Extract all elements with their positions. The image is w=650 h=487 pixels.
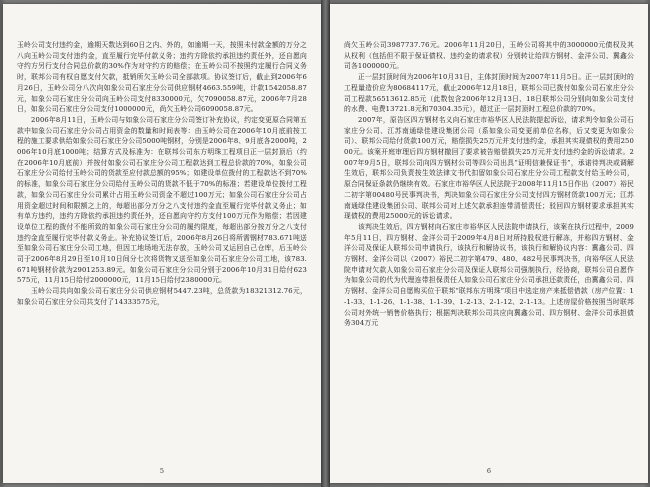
right-page (330, 4, 648, 483)
book-gutter (321, 0, 330, 487)
right-paragraph-1: 尚欠玉岭公司3987737.76元。2006年11月20日，玉岭公司将其中的3000000元债权及其从权利（包括但不限于保证债权、违约金的请求权）分别转让给四方钢材、金洋公司、冀鑫公司各1000000元。 (344, 41, 634, 71)
right-page-number: 6 (486, 467, 492, 475)
left-page-text (17, 40, 307, 308)
left-page (3, 4, 321, 483)
right-page-text (344, 40, 634, 329)
left-paragraph-3: 玉岭公司共向如象公司石家庄分公司供应钢材5447.23吨，总货款为18321312.76元，如象公司石家庄分公司共支付了14333575元， (17, 287, 307, 306)
left-paragraph-2: 2006年8月11日，玉岭公司与如象公司石家庄分公司签订补充协议，约定变更原合同第五款中如象公司石家庄分公司占用资金的数量和时间表等：由玉岭公司在2006年10月底前按工程的施工要求供给如象公司石家庄分公司5000吨钢材，分别是2006年8、9月底各2000吨，2006年10月底1000吨；结算方式及标准为：在联邦公司东方明珠工程项目正一层封顶后（约在2006年10月底前）并按付如象公司石家庄分公司工程款达到工程总价款的70%，如象公司石家庄分公司给付玉岭公司的货款至应付款总额的95%；如建设单位拨付的工程款达不到70%的标准，如象公司石家庄分公司给付玉岭公司的货款不低于70%的标准；若建设单位拨付工程款，如象公司石家庄分公司累计占用玉岭公司资金不超过100万元；如象公司石家庄分公司占用资金超过时间和限额之上的，每超出部分万分之八支付违约金直至履行完毕付款义务止；如有单方违约，违约方除依约承担违约责任外，还自愿向守约方支付100万元作为赔偿；若因建设单位工程的拨付不能所致的如象公司石家庄分公司的履约限度，每超出部分按万分之八支付违约金直至履行完毕付款义务止。补充协议签订后，2006年8月26日将所需钢材783.671吨送至如象公司石家庄分公司工地，但因工地场地无法存放，玉岭公司又运回自己仓库，后玉岭公司于2006年8月29日至10月10日间分七次将货物又送至如象公司石家庄分公司工地，该783.671吨钢材价款为2901253.89元。如象公司石家庄分公司分别于2006年10月31日给付623575元，11月15日给付2000000元，11月15日给付2380000元。 (17, 115, 307, 285)
right-paragraph-4: 该判决生效后，四方钢材向石家庄市裕华区人民法院申请执行，该案在执行过程中，2009年5月11日，四方钢材、金洋公司于2009年4月8日对所持股权进行解冻，并称四方钢材、金洋公司及保证人联邦公司申请执行，该执行和解协议书，该执行和解协议内容：冀鑫公司、四方钢材、金洋公司以（2007）裕民二初字第479、480、482号民事判决书，向裕华区人民法院申请对欠款人如象公司石家庄分公司及保证人联邦公司强制执行，经协商，联邦公司自愿作为如象公司的代为代理连带担保责任人如象公司石家庄分公司承担还款责任，由冀鑫公司、四方钢材、金洋公司自愿购买位于联邦“联邦东方明珠”项目中选定房产来抵偿借款（房产位置：1-1-33、1-1-26、1-1-38、1-1-39、1-2-13、2-1-12、2-1-13。上述房屋价格按照当时联邦公司对外统一销售价格执行；根据判决联邦公司共应向冀鑫公司、四方钢材、金洋公司承担债务304万元 (344, 222, 634, 328)
left-paragraph-1: 玉岭公司支付违约金，逾期天数达到60日之内、外的，如逾期一天，按照未付款金额的万分之八向玉岭公司支付违约金，直至履行完毕付款义务；违约方除依约承担违约责任外，还自愿向守约方另行支付合同总价款的30%作为对守约方的赔偿；在玉岭公司不按照约定履行合同义务时，联邦公司有权自愿支付欠款，抵销所欠玉岭公司全部款项。协议签订后，截止到2006年6月26日，玉岭公司分八次向如象公司石家庄分公司供应钢材4663.559吨，计款1542058.87元，如象公司石家庄分公司向玉岭公司支付8330000元，欠7090058.87元，2006年7月28日，如象公司石家庄分公司支付1000000元，尚欠玉岭公司6090058.87元。 (17, 41, 307, 114)
right-paragraph-2: 正一层封顶时间为2006年10月31日，主体封顶时间为2007年11月5日。正一层封顶时的工程量造价应为80684117元，截止2006年12月18日，联邦公司已拨付如象公司石家庄分公司工程款56513612.85元（此数包含2006年12月13日、18日联邦公司分别向如象公司支付的水费、电费13721.8元和70304.35元），超过正一层封顶时工程总价款的70%。 (344, 73, 634, 114)
left-page-number: 5 (159, 467, 165, 475)
right-paragraph-3: 2007年，原告区四方钢材名义向石家庄市裕华区人民法院提起诉讼，请求判令如象公司石家庄分公司、江苏南通绿佳建设集团公司（系如象公司变更前单位名称，后又变更为如象公司）、联邦公司给付货款100万元，赔偿损失25万元并支付违约金，承担其实现债权的费用25000元。该案开庭审理后四方钢材撤回了要求被告赔偿损失25万元并支付违约金的诉讼请求。2007年9月5日，联邦公司向四方钢材公司等四公司出具“证明信兼保证书”，承诺待判决或调解生效后，联邦公司负责按生效法律文书代扣留如象公司石家庄分公司工程款支付给玉岭公司，原合同保证条款仍继续有效。石家庄市裕华区人民法院于2008年11月15日作出（2007）裕民二初字第00480号民事判决书，判决如象公司石家庄分公司支付四方钢材货款100万元；江苏南通绿佳建设集团公司、联邦公司对上述欠款承担连带清偿责任；驳回四方钢材要求承担其实现债权的费用25000元的诉讼请求。 (344, 115, 634, 221)
